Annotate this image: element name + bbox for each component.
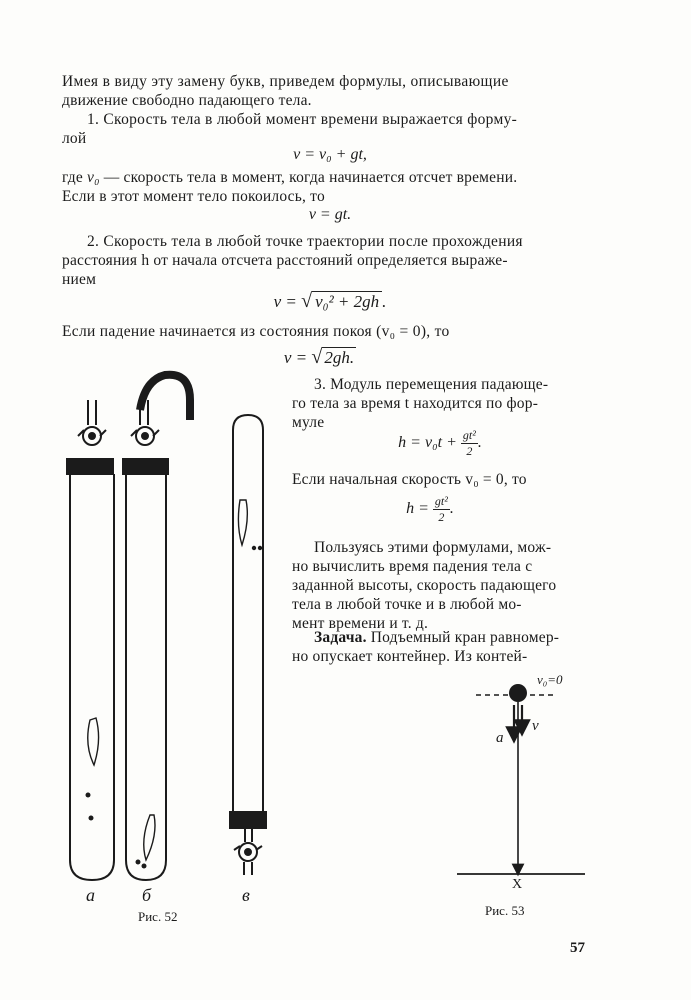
usage-paragraph (292, 538, 592, 633)
formula-v-sqrt (200, 290, 460, 313)
item2-rest-line: Если падение начинается из состояния покоя (v₀ = 0), то (62, 323, 450, 340)
tube-a (67, 400, 114, 880)
fraction-denominator: 2 (466, 444, 473, 458)
falling-ball (509, 684, 527, 702)
item2-line-3: нием (62, 271, 97, 288)
item2-paragraph (62, 232, 662, 289)
usage-line-5: мент времени и т. д. (292, 615, 429, 632)
formula-v-gt: v = gt. (308, 206, 352, 223)
fraction2-numerator: gt² (434, 494, 448, 508)
figure-53-v-label: v (532, 718, 539, 734)
item3-paragraph (292, 375, 592, 432)
figure-53-a-label: a (496, 730, 504, 746)
item1-line-2: лой (62, 130, 87, 147)
radical-sign-2: √ (311, 346, 323, 368)
item3-line-2: го тела за время t находится по фор- (292, 395, 539, 412)
figure-53-x-label: X (512, 877, 523, 892)
usage-line-2: но вычислить время падения тела с (292, 558, 533, 575)
item1-note-rest: — скорость тела в момент, когда начинается отсчет времени. (99, 169, 518, 186)
formula-h-v0t (360, 428, 520, 459)
formula-v-sqrt2gh (260, 346, 380, 369)
item3-line-3: муле (292, 414, 325, 431)
tube-v (230, 415, 266, 875)
usage-line-4: тела в любой точке и в любой мо- (292, 596, 522, 613)
task-paragraph (292, 628, 592, 666)
fraction2-denominator: 2 (438, 510, 445, 524)
fraction2-gt2-2 (433, 494, 450, 525)
item1-note-prefix: где (62, 169, 88, 186)
item2-line-2: расстояния h от начала отсчета расстояний определяется выраже- (62, 252, 508, 269)
intro-paragraph (62, 72, 652, 110)
formula-h-lhs: h = v₀t + (398, 434, 461, 452)
intro-line-2: движение свободно падающего тела. (62, 92, 312, 109)
item1-paragraph (62, 110, 652, 148)
formula2-h-end: . (449, 500, 454, 518)
item2-line-1: 2. Скорость тела в любой точке траектории после прохождения (87, 233, 523, 250)
task-line-1-rest: Подъемный кран равномер- (366, 629, 560, 646)
figure-52-caption: Рис. 52 (138, 909, 178, 924)
figure-52-label-v: в (242, 885, 250, 905)
task-label: Задача. (314, 629, 367, 646)
formula-v-sqrt-lhs: v = (273, 292, 302, 311)
item3-line-1: 3. Модуль перемещения падающе- (314, 376, 549, 393)
tube-b (123, 375, 190, 880)
radical-sign: √ (301, 290, 313, 312)
item3-cond-line: Если начальная скорость v₀ = 0, то (292, 471, 527, 488)
formula-v-v0-gt: v = v₀ + gt, (293, 146, 367, 163)
formula-h-gt2 (390, 494, 470, 525)
page-number: 57 (570, 940, 585, 956)
figure-52-label-a: а (86, 885, 95, 905)
formula-v-sqrt-radicand: v₀² + 2gh (312, 291, 382, 311)
item1-line-1: 1. Скорость тела в любой момент времени выражается форму- (87, 111, 518, 128)
intro-line-1: Имея в виду эту замену букв, приведем формулы, описывающие (62, 73, 509, 90)
task-line-2: но опускает контейнер. Из контей- (292, 648, 528, 665)
fraction-gt2-2 (461, 428, 478, 459)
figure-53-v0-label: v₀=0 (537, 672, 563, 687)
usage-line-1: Пользуясь этими формулами, мож- (314, 539, 552, 556)
usage-line-3: заданной высоты, скорость падающего (292, 577, 557, 594)
fraction-numerator: gt² (462, 428, 476, 442)
formula2-lhs: v = (283, 348, 312, 367)
item1-note (62, 168, 662, 206)
task-line-1 (292, 628, 592, 647)
formula2-h-lhs: h = (406, 500, 433, 518)
formula2-radicand: 2gh. (324, 348, 355, 367)
figure-53-caption: Рис. 53 (485, 903, 525, 918)
figure-52-label-b: б (142, 885, 152, 905)
formula-v-sqrt-end: . (382, 292, 387, 311)
formula-h-end: . (477, 434, 482, 452)
item1-note-line-2: Если в этот момент тело покоилось, то (62, 188, 325, 205)
item1-note-v0: v₀ (87, 169, 100, 186)
item1-note-line-1 (62, 168, 662, 187)
